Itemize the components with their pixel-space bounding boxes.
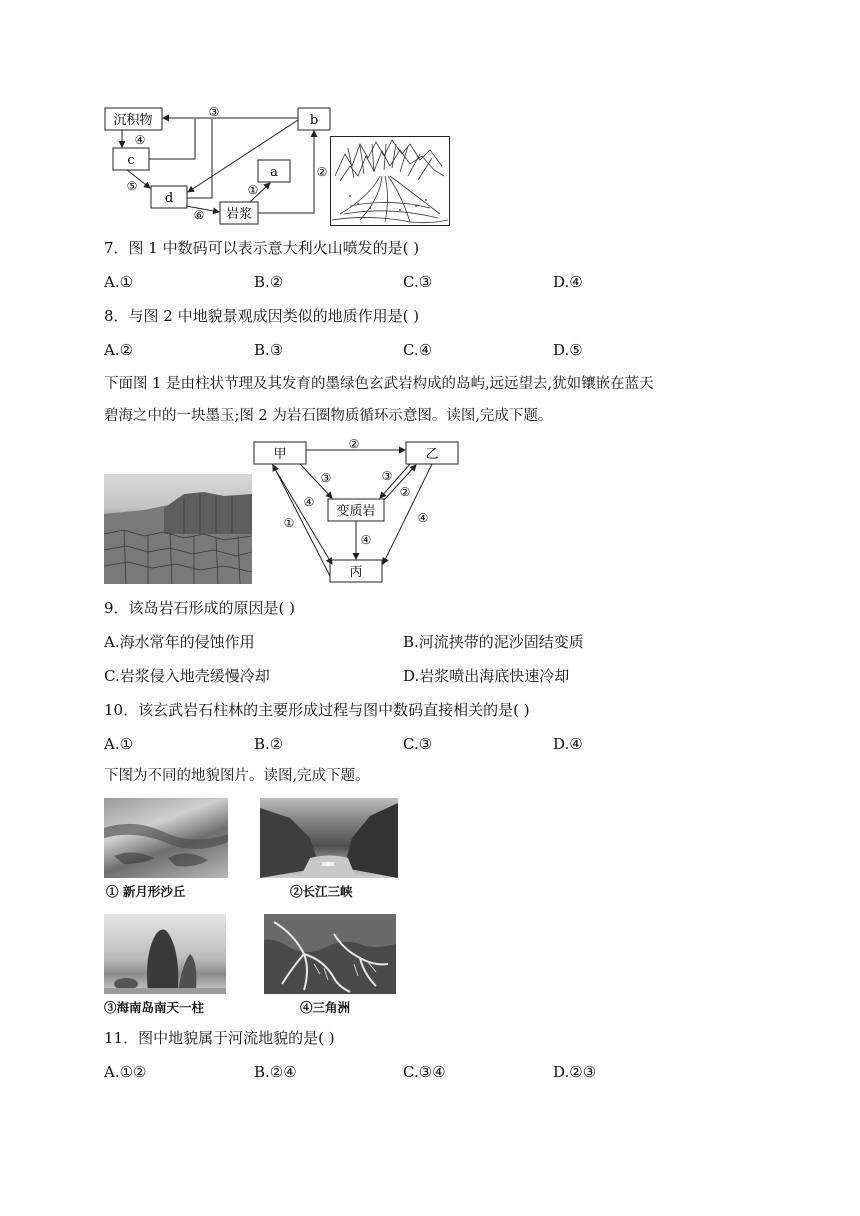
q9-option-a[interactable]: A.海水常年的侵蚀作用 [104, 633, 255, 651]
label-yi: 乙 [425, 447, 439, 462]
num-3: ③ [208, 105, 220, 119]
alluvial-fan-sketch [330, 136, 450, 226]
label-sediment: 沉积物 [113, 113, 153, 128]
q11-option-b[interactable]: B.②④ [254, 1063, 297, 1081]
num-4: ④ [134, 133, 146, 147]
num-left-1: ① [283, 516, 295, 530]
num-6: ⑥ [193, 208, 205, 222]
label-bing: 丙 [349, 565, 363, 580]
q10-option-b[interactable]: B.② [254, 735, 284, 753]
num-right-3: ③ [381, 469, 393, 483]
rock-cycle-diagram-1 [100, 100, 340, 228]
photo-crescent-dunes [104, 798, 228, 878]
q9-option-b[interactable]: B.河流挟带的泥沙固结变质 [403, 633, 584, 651]
q9-option-c[interactable]: C.岩浆侵入地壳缓慢冷却 [104, 667, 270, 685]
question-10-stem: 10．该玄武岩石柱林的主要形成过程与图中数码直接相关的是( ) [104, 701, 530, 719]
photo-nantian-pillar [104, 914, 226, 994]
num-right-2: ② [399, 485, 411, 499]
q10-option-a[interactable]: A.① [104, 735, 134, 753]
label-a: a [270, 165, 278, 180]
num-right-4: ④ [417, 511, 429, 525]
num-mid-4: ④ [360, 533, 372, 547]
photo-three-gorges [260, 798, 398, 878]
num-2: ② [316, 165, 328, 179]
num-1: ① [247, 183, 259, 197]
num-5: ⑤ [126, 179, 138, 193]
q11-option-a[interactable]: A.①② [104, 1063, 147, 1081]
q11-option-c[interactable]: C.③④ [403, 1063, 446, 1081]
label-c: c [127, 153, 135, 168]
passage-2-line-2: 碧海之中的一块墨玉;图 2 为岩石圈物质循环示意图。读图,完成下题。 [104, 408, 553, 424]
q9-option-d[interactable]: D.岩浆喷出海底快速冷却 [403, 667, 570, 685]
label-d: d [164, 191, 174, 206]
q7-option-c[interactable]: C.③ [403, 273, 433, 291]
q8-option-c[interactable]: C.④ [403, 341, 433, 359]
question-7-stem: 7．图 1 中数码可以表示意大利火山喷发的是( ) [104, 239, 420, 257]
basalt-columns-photo [104, 474, 252, 584]
question-9-stem: 9．该岛岩石形成的原因是( ) [104, 599, 296, 617]
label-b: b [309, 113, 319, 128]
question-11-stem: 11．图中地貌属于河流地貌的是( ) [104, 1029, 335, 1047]
passage-2-line-1: 下面图 1 是由柱状节理及其发育的墨绿色玄武岩构成的岛屿,远远望去,犹如镶嵌在蓝天 [104, 376, 654, 392]
photo-delta [264, 914, 396, 994]
num-left-3: ③ [320, 471, 332, 485]
q10-option-d[interactable]: D.④ [553, 735, 583, 753]
q8-option-b[interactable]: B.③ [254, 341, 284, 359]
num-top-2: ② [348, 437, 360, 451]
q10-option-c[interactable]: C.③ [403, 735, 433, 753]
caption-photo-2: ②长江三峡 [290, 884, 353, 899]
caption-photo-3: ③海南岛南天一柱 [104, 1000, 205, 1015]
num-left-4: ④ [303, 495, 315, 509]
q7-option-d[interactable]: D.④ [553, 273, 583, 291]
label-magma: 岩浆 [225, 207, 253, 222]
caption-photo-4: ④三角洲 [300, 1000, 351, 1015]
q8-option-a[interactable]: A.② [104, 341, 134, 359]
caption-photo-1: ① 新月形沙丘 [106, 884, 186, 899]
rock-cycle-diagram-2 [250, 436, 464, 586]
q7-option-b[interactable]: B.② [254, 273, 284, 291]
label-metamorphic: 变质岩 [336, 504, 376, 519]
label-jia: 甲 [273, 447, 287, 462]
passage-3-line-1: 下图为不同的地貌图片。读图,完成下题。 [104, 768, 370, 784]
question-8-stem: 8．与图 2 中地貌景观成因类似的地质作用是( ) [104, 307, 420, 325]
q11-option-d[interactable]: D.②③ [553, 1063, 597, 1081]
q8-option-d[interactable]: D.⑤ [553, 341, 583, 359]
q7-option-a[interactable]: A.① [104, 273, 134, 291]
